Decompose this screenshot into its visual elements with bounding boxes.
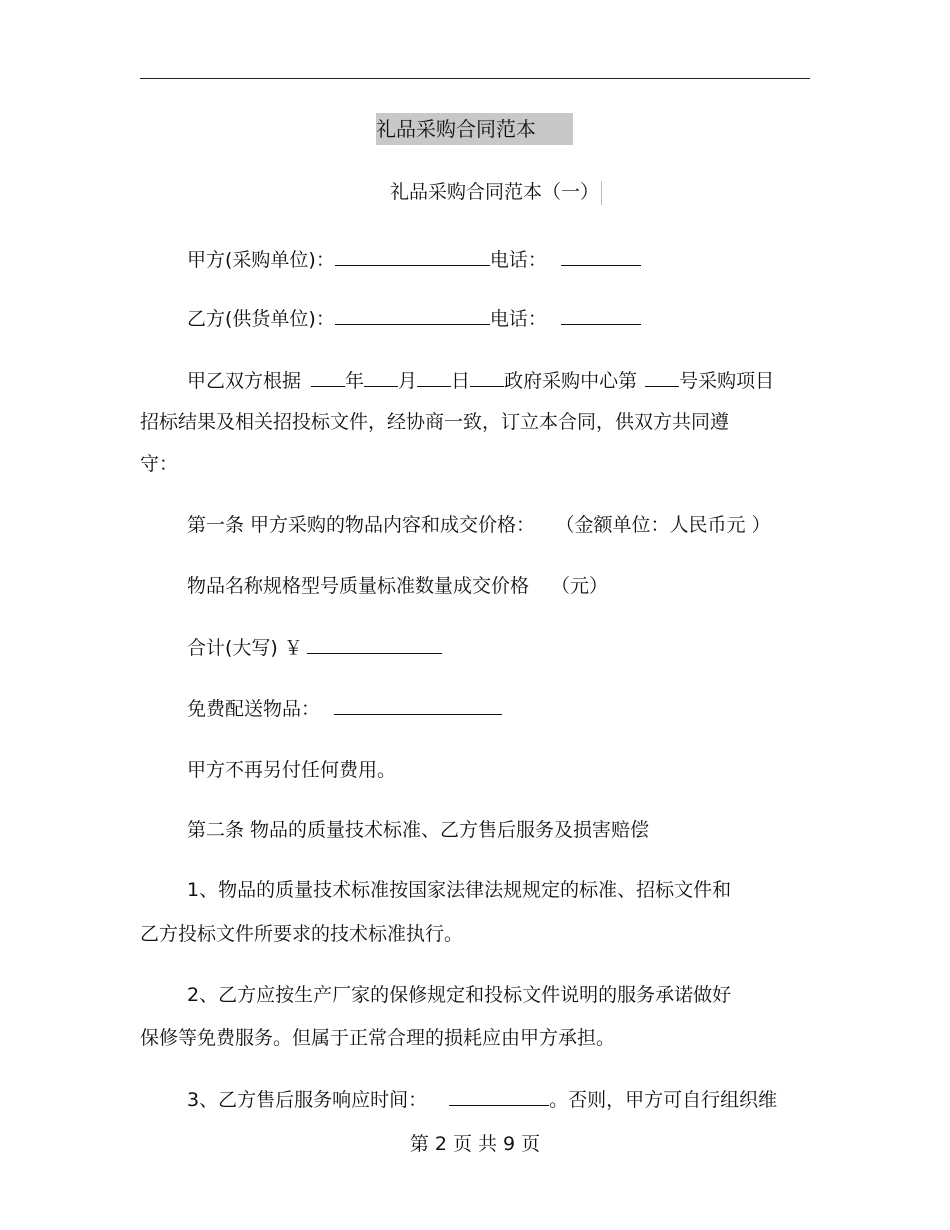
- total-label: 合计(大写) ￥: [187, 637, 303, 659]
- month-blank[interactable]: [364, 366, 398, 387]
- article-1-unit: （金额单位：人民币元 ）: [565, 514, 771, 536]
- total-line: [140, 633, 857, 662]
- year-blank[interactable]: [311, 366, 345, 387]
- intro-line-1: [140, 366, 857, 395]
- no-other-fee-line: 甲方不再另付任何费用。: [187, 759, 397, 781]
- clause-2-line-1: 2、乙方应按生产厂家的保修规定和投标文件说明的服务承诺做好: [187, 984, 732, 1006]
- clause-3-line-1: [140, 1085, 857, 1114]
- text-cursor-mark: [601, 181, 602, 205]
- document-title: 礼品采购合同范本: [376, 113, 573, 145]
- day-label: 日: [451, 370, 471, 392]
- center-blank[interactable]: [470, 366, 504, 387]
- intro-line-3: 守：: [140, 453, 179, 475]
- item-number-blank[interactable]: [645, 366, 679, 387]
- document-subtitle: [390, 178, 610, 206]
- party-b-phone-label: 电话：: [489, 308, 547, 330]
- goods-header: 物品名称规格型号质量标准数量成交价格: [187, 575, 530, 597]
- clause-2-line-2: 保修等免费服务。但属于正常合理的损耗应由甲方承担。: [140, 1027, 616, 1049]
- article-1-title: [140, 511, 857, 539]
- clause-3-prefix: 3、乙方售后服务响应时间：: [187, 1089, 428, 1111]
- party-a-phone-blank[interactable]: [561, 245, 641, 266]
- party-b-label: 乙方(供货单位)：: [187, 308, 335, 330]
- clause-3-suffix: 。否则，甲方可自行组织维: [549, 1089, 778, 1111]
- intro-line-2: 招标结果及相关招投标文件，经协商一致，订立本合同，供双方共同遵: [140, 411, 730, 433]
- article-2-title: 第二条 物品的质量技术标准、乙方售后服务及损害赔偿: [187, 819, 650, 841]
- free-delivery-label: 免费配送物品：: [187, 698, 321, 720]
- subtitle-text: 礼品采购合同范本（一）: [390, 181, 600, 203]
- party-b-phone-blank[interactable]: [561, 304, 641, 325]
- year-label: 年: [345, 370, 365, 392]
- response-time-blank[interactable]: [449, 1085, 549, 1106]
- intro-text-start: 甲乙双方根据: [187, 370, 302, 392]
- free-delivery-line: [140, 694, 857, 723]
- goods-header-line: [140, 572, 857, 600]
- article-1-heading: 第一条 甲方采购的物品内容和成交价格：: [187, 514, 536, 536]
- clause-1-line-2: 乙方投标文件所要求的技术标准执行。: [140, 923, 464, 945]
- goods-header-unit: （元）: [551, 575, 609, 597]
- header-rule: [140, 78, 810, 79]
- clause-1-line-1: 1、物品的质量技术标准按国家法律法规规定的标准、招标文件和: [187, 879, 732, 901]
- page-number-footer: 第 2 页 共 9 页: [409, 1133, 541, 1155]
- party-b-name-blank[interactable]: [335, 304, 490, 325]
- free-delivery-blank[interactable]: [334, 694, 502, 715]
- party-a-line: [140, 245, 857, 274]
- center-label: 政府采购中心第: [504, 370, 638, 392]
- party-a-label: 甲方(采购单位)：: [187, 249, 335, 271]
- party-b-line: [140, 304, 857, 333]
- day-blank[interactable]: [417, 366, 451, 387]
- total-blank[interactable]: [307, 633, 442, 654]
- item-label: 号采购项目: [679, 370, 775, 392]
- party-a-phone-label: 电话：: [489, 249, 547, 271]
- month-label: 月: [398, 370, 418, 392]
- party-a-name-blank[interactable]: [335, 245, 490, 266]
